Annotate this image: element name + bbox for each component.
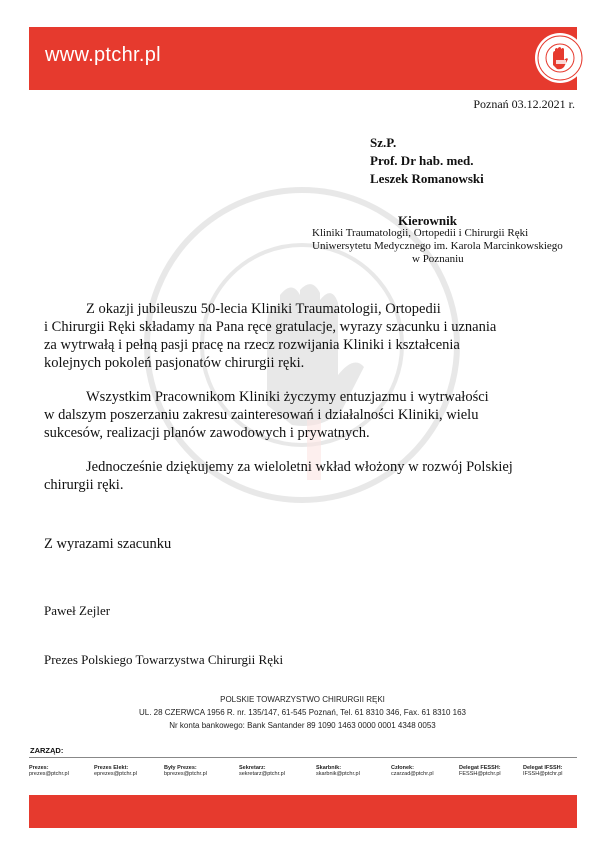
member-email[interactable]: czarzad@ptchr.pl bbox=[391, 771, 434, 777]
board-member bbox=[523, 765, 577, 777]
position-clinic: Kliniki Traumatologii, Ortopedii i Chirurgii Ręki bbox=[312, 227, 529, 239]
board-member bbox=[391, 765, 461, 777]
member-role: Były Prezes: bbox=[164, 765, 197, 771]
member-email[interactable]: FESSH@ptchr.pl bbox=[459, 771, 501, 777]
letter-body bbox=[44, 300, 574, 510]
position-title: Kierownik bbox=[398, 213, 457, 228]
society-logo-icon bbox=[534, 32, 586, 84]
board-member bbox=[164, 765, 234, 777]
paragraph-line: w dalszym poszerzaniu zakresu zainteresowań i działalności Kliniki, wielu bbox=[44, 407, 479, 423]
footer-bank-label: Nr konta bankowego: bbox=[169, 721, 245, 730]
member-email[interactable]: prezes@ptchr.pl bbox=[29, 771, 69, 777]
paragraph-line: sukcesów, realizacji planów zawodowych i prywatnych. bbox=[44, 425, 370, 441]
footer-bank-value: Bank Santander 89 1090 1463 0000 0001 4348 0053 bbox=[247, 721, 436, 730]
paragraph-line: za wytrwałą i pełną pasji pracę na rzecz rozwijania Kliniki i kształcenia bbox=[44, 337, 460, 353]
board-member bbox=[459, 765, 529, 777]
paragraph-line: Z okazji jubileuszu 50-lecia Kliniki Traumatologii, Ortopedii bbox=[86, 301, 441, 317]
position-city: w Poznaniu bbox=[412, 253, 464, 265]
board-member bbox=[239, 765, 309, 777]
position-university: Uniwersytetu Medycznego im. Karola Marcinkowskiego bbox=[312, 240, 563, 252]
footer-address: UL. 28 CZERWCA 1956 R. nr. 135/147, 61-545 Poznań, Tel. 61 8310 346, Fax. 61 8310 163 bbox=[138, 708, 467, 717]
letter-date: Poznań 03.12.2021 r. bbox=[473, 97, 575, 111]
member-role: Prezes Elekt: bbox=[94, 765, 129, 771]
paragraph-2 bbox=[44, 388, 574, 442]
addressee-salutation: Sz.P. bbox=[370, 135, 397, 150]
paragraph-line: chirurgii ręki. bbox=[44, 477, 124, 493]
paragraph-3 bbox=[44, 458, 574, 494]
addressee-name: Leszek Romanowski bbox=[370, 171, 484, 186]
member-role: Sekretarz: bbox=[239, 765, 266, 771]
paragraph-line: Jednocześnie dziękujemy za wieloletni wkład włożony w rozwój Polskiej bbox=[86, 459, 513, 475]
member-email[interactable]: skarbnik@ptchr.pl bbox=[316, 771, 360, 777]
footer-banner bbox=[29, 795, 577, 828]
member-role: Delegat FESSH: bbox=[459, 765, 501, 771]
paragraph-line: Wszystkim Pracownikom Kliniki życzymy entuzjazmu i wytrwałości bbox=[86, 389, 489, 405]
member-role: Skarbnik: bbox=[316, 765, 342, 771]
member-email[interactable]: IFSSH@ptchr.pl bbox=[523, 771, 563, 777]
footer-org: POLSKIE TOWARZYSTWO CHIRURGII RĘKI bbox=[220, 695, 385, 704]
board-divider bbox=[29, 757, 577, 758]
board-member bbox=[316, 765, 386, 777]
member-email[interactable]: sekretarz@ptchr.pl bbox=[239, 771, 285, 777]
member-role: Członek: bbox=[391, 765, 414, 771]
paragraph-1 bbox=[44, 300, 574, 372]
board-member bbox=[94, 765, 164, 777]
website-url[interactable]: www.ptchr.pl bbox=[45, 44, 161, 66]
footer-bank bbox=[0, 719, 605, 732]
board-label: ZARZĄD: bbox=[30, 746, 64, 755]
addressee-block bbox=[370, 134, 484, 188]
member-role: Prezes: bbox=[29, 765, 49, 771]
footer-info bbox=[0, 693, 605, 732]
position-details bbox=[312, 227, 572, 266]
paragraph-line: kolejnych pokoleń pasjonatów chirurgii ręki. bbox=[44, 355, 305, 371]
header-banner bbox=[29, 27, 577, 90]
member-email[interactable]: bprezes@ptchr.pl bbox=[164, 771, 207, 777]
member-role: Delegat IFSSH: bbox=[523, 765, 563, 771]
board-member bbox=[29, 765, 99, 777]
closing-phrase: Z wyrazami szacunku bbox=[44, 536, 172, 552]
paragraph-line: i Chirurgii Ręki składamy na Pana ręce gratulacje, wyrazy szacunku i uznania bbox=[44, 319, 497, 335]
signer-role: Prezes Polskiego Towarzystwa Chirurgii Ręki bbox=[44, 652, 284, 667]
addressee-title: Prof. Dr hab. med. bbox=[370, 153, 474, 168]
member-email[interactable]: eprezes@ptchr.pl bbox=[94, 771, 137, 777]
signer-name: Paweł Zejler bbox=[44, 603, 111, 618]
